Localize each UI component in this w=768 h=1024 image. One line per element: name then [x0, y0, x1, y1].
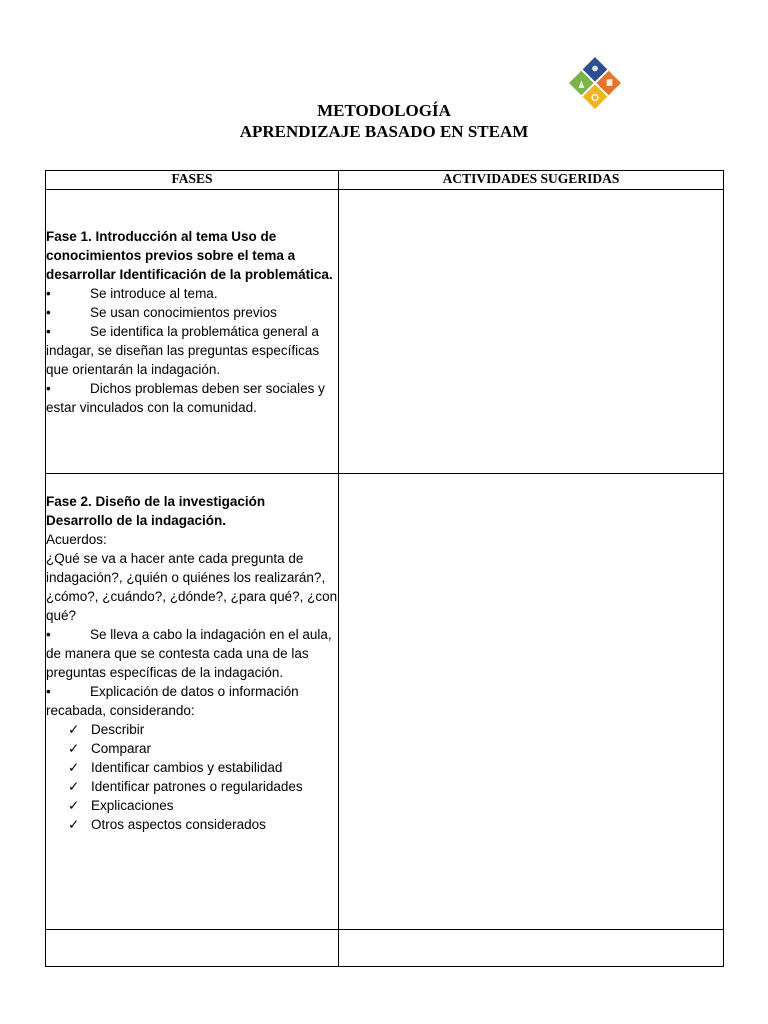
list-item-wrapped	[46, 379, 338, 417]
bullet-text: Dichos problemas deben ser sociales y estar vinculados con la comunidad.	[46, 381, 325, 415]
list-item	[46, 284, 338, 303]
page-subtitle: APRENDIZAJE BASADO EN STEAM	[239, 122, 529, 141]
bullet-icon: •	[46, 305, 51, 320]
table-row-empty	[46, 930, 724, 967]
list-item-wrapped	[46, 682, 338, 720]
bullet-icon: •	[46, 324, 51, 339]
checkmark-icon: ✓	[68, 817, 80, 832]
bullet-icon: •	[46, 627, 51, 642]
phase2-cell	[46, 474, 339, 930]
bullet-icon: •	[46, 286, 51, 301]
checklist-item	[46, 720, 338, 739]
empty-activities-cell	[339, 930, 724, 967]
checkmark-icon: ✓	[68, 722, 80, 737]
column-header-actividades: ACTIVIDADES SUGERIDAS	[339, 171, 724, 190]
checklist-item	[46, 739, 338, 758]
bullet-icon: •	[46, 381, 51, 396]
page-title: METODOLOGÍA	[317, 101, 451, 120]
checklist-text: Comparar	[91, 741, 152, 756]
checkmark-icon: ✓	[68, 798, 80, 813]
list-item	[46, 303, 338, 322]
checklist-text: Identificar cambios y estabilidad	[91, 760, 283, 775]
bullet-text: Se introduce al tema.	[90, 286, 218, 301]
bullet-text: Explicación de datos o información recabada, considerando:	[46, 684, 299, 718]
bullet-text: Se lleva a cabo la indagación en el aula, de manera que se contesta cada una de las preguntas específicas de la indagación.	[46, 627, 332, 680]
checkmark-icon: ✓	[68, 760, 80, 775]
checklist-text: Identificar patrones o regularidades	[91, 779, 303, 794]
checkmark-icon: ✓	[68, 779, 80, 794]
checklist-text: Describir	[91, 722, 145, 737]
table-row-phase2	[46, 474, 724, 930]
checklist-item	[46, 815, 338, 834]
empty-fase-cell	[46, 930, 339, 967]
checklist-text: Otros aspectos considerados	[91, 817, 266, 832]
checkmark-icon: ✓	[68, 741, 80, 756]
list-item-wrapped	[46, 625, 338, 682]
checklist-item	[46, 796, 338, 815]
checklist-text: Explicaciones	[91, 798, 174, 813]
table-row-phase1	[46, 190, 724, 474]
checklist-item	[46, 758, 338, 777]
bullet-text: Se identifica la problemática general a indagar, se diseñan las preguntas específicas que orientarán la indagación.	[46, 324, 320, 377]
activities-cell-2	[339, 474, 724, 930]
methodology-table	[45, 170, 724, 967]
acuerdos-label: Acuerdos:	[46, 532, 107, 547]
activities-cell-1	[339, 190, 724, 474]
table-header-row	[46, 171, 724, 190]
guiding-questions: ¿Qué se va a hacer ante cada pregunta de indagación?, ¿quién o quiénes los realizarán?, ¿cómo?, ¿cuándo?, ¿dónde?, ¿para qué?, ¿con qué?	[46, 551, 338, 623]
phase1-title: Fase 1. Introducción al tema Uso de conocimientos previos sobre el tema a desarrollar Identificación de la problemática.	[46, 229, 333, 282]
list-item-wrapped	[46, 322, 338, 379]
checklist-item	[46, 777, 338, 796]
bullet-icon: •	[46, 684, 51, 699]
phase2-title: Fase 2. Diseño de la investigación Desarrollo de la indagación.	[46, 494, 266, 528]
bullet-text: Se usan conocimientos previos	[90, 305, 277, 320]
phase1-cell	[46, 190, 339, 474]
column-header-fases: FASES	[46, 171, 339, 190]
